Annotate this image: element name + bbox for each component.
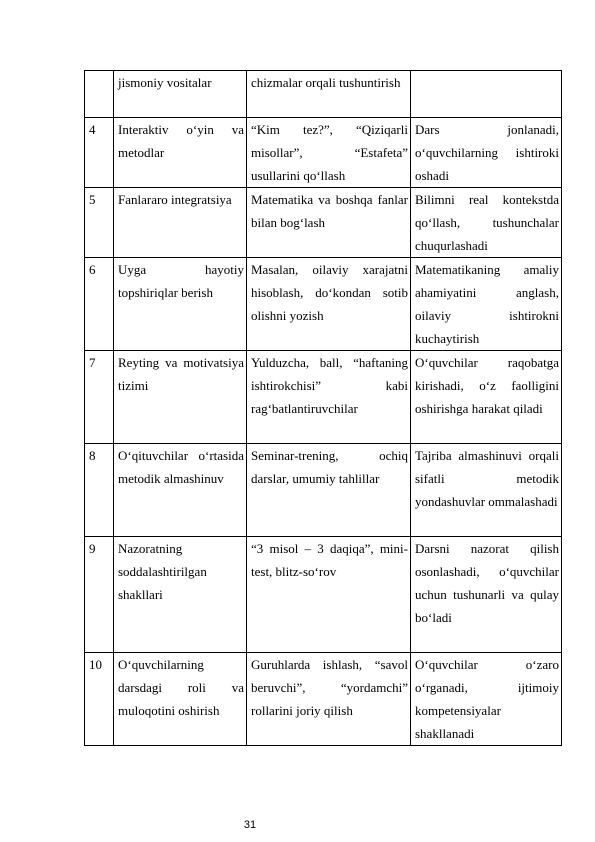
method-name: Fanlararo integratsiya <box>114 188 247 258</box>
expected-result: Matematikaning amaliy ahamiyatini anglash, oilaviy ishtirokni kuchaytirish <box>411 258 562 351</box>
method-name: Uyga hayotiy topshiriqlar berish <box>114 258 247 351</box>
row-number: 8 <box>85 444 114 537</box>
expected-result <box>411 71 562 118</box>
row-number: 5 <box>85 188 114 258</box>
method-description: Matematika va boshqa fanlar bilan bog‘lash <box>247 188 411 258</box>
method-name: Interaktiv o‘yin va metodlar <box>114 118 247 188</box>
method-description: chizmalar orqali tushuntirish <box>247 71 411 118</box>
methods-table <box>84 70 562 746</box>
table-row <box>85 537 562 653</box>
table-row <box>85 118 562 188</box>
method-description: Seminar-trening, ochiq darslar, umumiy tahlillar <box>247 444 411 537</box>
method-description: Yulduzcha, ball, “haftaning ishtirokchisi” kabi rag‘batlantiruvchilar <box>247 351 411 444</box>
row-number <box>85 71 114 118</box>
expected-result: Darsni nazorat qilish osonlashadi, o‘quvchilar uchun tushunarli va qulay bo‘ladi <box>411 537 562 653</box>
table-row <box>85 653 562 746</box>
table-row <box>85 351 562 444</box>
table-row <box>85 188 562 258</box>
method-name: O‘quvchilarning darsdagi roli va muloqotini oshirish <box>114 653 247 746</box>
row-number: 4 <box>85 118 114 188</box>
method-name: Reyting va motivatsiya tizimi <box>114 351 247 444</box>
method-description: Masalan, oilaviy xarajatni hisoblash, do‘kondan sotib olishni yozish <box>247 258 411 351</box>
method-name: O‘qituvchilar o‘rtasida metodik almashinuv <box>114 444 247 537</box>
expected-result: Tajriba almashinuvi orqali sifatli metodik yondashuvlar ommalashadi <box>411 444 562 537</box>
method-name: Nazoratning soddalashtirilgan shakllari <box>114 537 247 653</box>
table-row <box>85 444 562 537</box>
page-number: 31 <box>243 819 257 831</box>
expected-result: O‘quvchilar raqobatga kirishadi, o‘z faolligini oshirishga harakat qiladi <box>411 351 562 444</box>
expected-result: O‘quvchilar o‘zaro o‘rganadi, ijtimoiy kompetensiyalar shakllanadi <box>411 653 562 746</box>
table-row <box>85 258 562 351</box>
table-row <box>85 71 562 118</box>
method-name: jismoniy vositalar <box>114 71 247 118</box>
row-number: 9 <box>85 537 114 653</box>
expected-result: Dars jonlanadi, o‘quvchilarning ishtiroki oshadi <box>411 118 562 188</box>
method-description: “3 misol – 3 daqiqa”, mini-test, blitz-so‘rov <box>247 537 411 653</box>
expected-result: Bilimni real kontekstda qo‘llash, tushunchalar chuqurlashadi <box>411 188 562 258</box>
row-number: 7 <box>85 351 114 444</box>
row-number: 10 <box>85 653 114 746</box>
method-description: “Kim tez?”, “Qiziqarli misollar”, “Estafeta” usullarini qo‘llash <box>247 118 411 188</box>
row-number: 6 <box>85 258 114 351</box>
method-description: Guruhlarda ishlash, “savol beruvchi”, “yordamchi” rollarini joriy qilish <box>247 653 411 746</box>
